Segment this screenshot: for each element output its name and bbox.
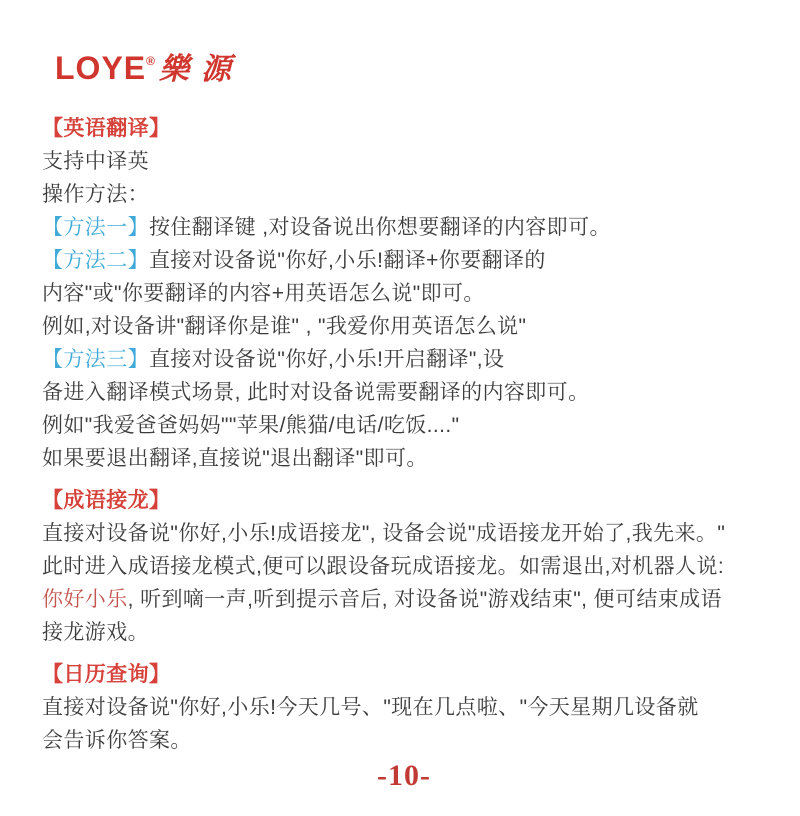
paragraph-line [42,343,766,376]
method-3-label: 【方法三】 [42,348,149,371]
paragraph-line: 备进入翻译模式场景, 此时对设备说需要翻译的内容即可。 [42,381,590,404]
paragraph-text: , 听到嘀一声,听到提示音后, 对设备说"游戏结束", 便可结束成语 [127,588,722,611]
paragraph-line: 如果要退出翻译,直接说"退出翻译"即可。 [42,447,428,470]
paragraph-line: 内容"或"你要翻译的内容+用英语怎么说"即可。 [42,282,485,305]
paragraph-line: 例如,对设备讲"翻译你是谁" , "我爱你用英语怎么说" [42,315,527,338]
paragraph-line: 直接对设备说"你好,小乐!今天几号、"现在几点啦、"今天星期几设备就 [42,696,699,719]
brand-logo-latin: LOYE [55,50,147,86]
paragraph-line: 直接对设备说"你好,小乐!成语接龙", 设备会说"成语接龙开始了,我先来。" [42,522,726,545]
paragraph-line: 例如"我爱爸爸妈妈""苹果/熊猫/电话/吃饭...." [42,414,460,437]
paragraph-line: 此时进入成语接龙模式,便可以跟设备玩成语接龙。如需退出,对机器人说: [42,555,725,578]
paragraph-line: 会告诉你答案。 [42,729,192,752]
paragraph-text: 直接对设备说"你好,小乐!翻译+你要翻译的 [149,249,546,272]
paragraph-line [42,211,766,244]
registered-trademark-icon: ® [146,54,155,68]
wake-word-highlight: 你好小乐 [42,588,128,611]
section-heading-calendar-query: 【日历查询】 [42,663,171,686]
method-2-label: 【方法二】 [42,249,149,272]
section-heading-english-translation: 【英语翻译】 [42,117,171,140]
paragraph-line: 操作方法： [42,183,149,206]
page-number: -10- [377,759,431,792]
paragraph-line [42,583,766,616]
brand-logo [55,44,766,86]
paragraph-line [42,244,766,277]
manual-content [42,112,766,757]
paragraph-text: 按住翻译键 ,对设备说出你想要翻译的内容即可。 [149,216,611,239]
paragraph-text: 直接对设备说"你好,小乐!开启翻译",设 [149,348,505,371]
method-1-label: 【方法一】 [42,216,149,239]
paragraph-line: 支持中译英 [42,150,149,173]
paragraph-line: 接龙游戏。 [42,621,149,644]
section-heading-idiom-game: 【成语接龙】 [42,489,171,512]
brand-logo-chinese: 樂源 [158,53,243,86]
